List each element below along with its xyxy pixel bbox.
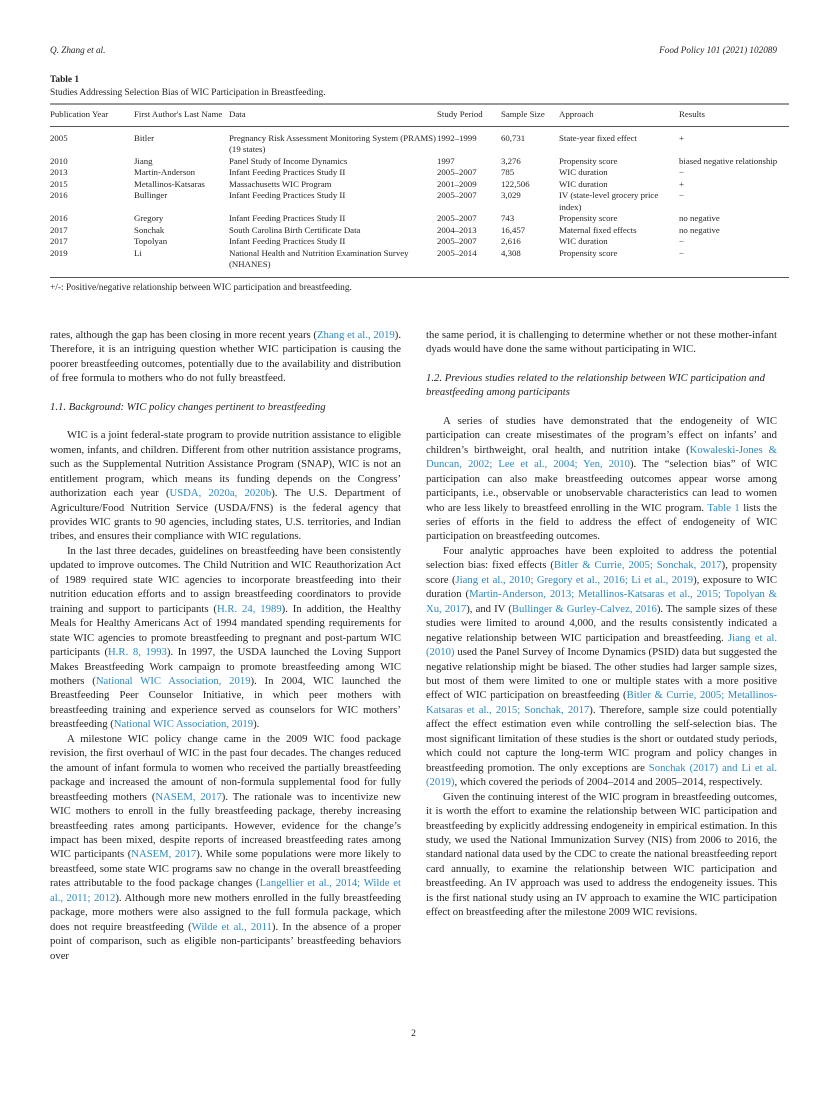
- cell-results: −: [679, 247, 684, 258]
- cell-data: Pregnancy Risk Assessment Monitoring System (PRAMS) (19 states): [229, 132, 436, 154]
- text: ), and IV (: [466, 602, 512, 615]
- cell-data: Infant Feeding Practices Study II: [229, 167, 346, 177]
- text: used the Panel Survey of Income Dynamics (PSID) data but suggested the negative relationship might be biased. The other studies had larger sample sizes, but most of them were limited to one or multiple states with a more positive effect of WIC participation on breastfeeding (: [426, 646, 777, 702]
- cell-data: Massachusetts WIC Program: [229, 178, 332, 189]
- text: WIC is a joint federal-state program to provide nutrition assistance to eligible women, infants, and children. Different from other nutrition assistance programs, such as the Supplemental Nutrition Assistance Program (SNAP), WIC is not an entitlement program, which means its funding depends on the Congress’ authorization each year (: [50, 429, 401, 500]
- cell-data: Infant Feeding Practices Study II: [229, 190, 346, 200]
- cell-sample: 3,276: [501, 155, 521, 166]
- text: A series of studies have demonstrated that the endogeneity of WIC participation can create misestimates of the program’s effect on infants’ and children’s birthweight, oral health, and nutrition intake (: [426, 414, 777, 456]
- header-publication-year: Publication Year: [50, 105, 134, 126]
- cell-approach: State-year fixed effect: [559, 132, 637, 143]
- section-heading-1-2: 1.2. Previous studies related to the relationship between WIC participation and breastfeeding among participants: [426, 371, 765, 399]
- table-footnote: +/-: Positive/negative relationship between WIC participation and breastfeeding.: [50, 282, 352, 293]
- cell-author: Gregory: [134, 213, 164, 223]
- paragraph: [426, 544, 777, 790]
- table-row: [50, 126, 789, 156]
- text: ). In the absence of a proper point of comparison, such as eligible non-participants’ breastfeeding behaviors over: [50, 920, 401, 962]
- cell-approach: Propensity score: [559, 155, 618, 166]
- cell-year: 2013: [50, 167, 68, 177]
- cell-data: Panel Study of Income Dynamics: [229, 155, 348, 166]
- cell-year: 2016: [50, 213, 68, 223]
- header-results: Results: [679, 105, 789, 126]
- cell-data: Infant Feeding Practices Study II: [229, 213, 346, 223]
- citation-link[interactable]: National WIC Association, 2019: [113, 718, 254, 731]
- text: ). The rationale was to incentivize new WIC mothers to enroll in the fully breastfeeding package, thereby increasing breastfeeding rates among participants. However, evidence for the change’s impact has been mixed, despite reports of increased breastfeeding rates among WIC participants (: [50, 790, 401, 861]
- cell-year: 2015: [50, 178, 68, 189]
- text: A milestone WIC policy change came in the 2009 WIC food package revision, the first overhaul of WIC in the past four decades. The changes reduced the amount of infant formula to women who received the partially breastfeeding package and increased the amount of non-formula supplemental food for fully breastfeeding mothers (: [50, 732, 401, 803]
- citation-link[interactable]: Bullinger & Gurley-Calvez, 2016: [511, 602, 657, 615]
- cell-approach: WIC duration: [559, 236, 608, 246]
- cell-author: Bullinger: [134, 190, 168, 200]
- cell-sample: 16,457: [501, 224, 526, 235]
- cell-approach: Maternal fixed effects: [559, 224, 637, 235]
- table-row: [50, 179, 789, 191]
- cell-results: no negative: [679, 213, 720, 223]
- cell-results: +: [679, 178, 684, 189]
- text: lists the series of efforts in the field to address the effect of endogeneity of WIC participation on breastfeeding outcomes.: [426, 501, 777, 543]
- text: ). The “selection bias” of WIC participation can also make breastfeeding outcomes appear worse among participants, i.e., observable or unobservable characteristics can lead to women who are less likely to breastfeed enrolling in the WIC program.: [426, 458, 777, 514]
- citation-link[interactable]: National WIC Association, 2019: [95, 674, 251, 687]
- text: ). Therefore, it is an intriguing question whether WIC participation is causing the poorer breastfeeding outcomes, potentially due to the availability and distribution of free formula to mothers who do not fully breastfeed.: [50, 329, 401, 385]
- citation-link[interactable]: Bitler & Currie, 2005; Metallinos-Katsaras et al., 2015; Sonchak, 2017: [426, 689, 777, 716]
- cell-data: Infant Feeding Practices Study II: [229, 236, 346, 246]
- text: , which covered the periods of 2004–2014 and 2005–2014, respectively.: [454, 776, 763, 789]
- paragraph: [50, 544, 401, 732]
- text: ). The U.S. Department of Agriculture/Food Nutrition Service (USDA/FNS) is the federal agency that provides WIC grants to 90 agencies, including states, U.S. territories, and Indian tribes, and ensures their compliance with WIC regulations.: [50, 487, 402, 543]
- cell-data: South Carolina Birth Certificate Data: [229, 224, 361, 235]
- cell-sample: 785: [501, 167, 515, 177]
- cell-year: 2016: [50, 190, 68, 200]
- text: ). In 1997, the USDA launched the Loving Support Makes Breastfeeding Work campaign to promote breastfeeding among WIC mothers (: [50, 646, 401, 687]
- cell-year: 2005: [50, 132, 68, 143]
- citation-link[interactable]: Langellier et al., 2014; Wilde et al., 2011; 2012: [50, 877, 401, 904]
- cell-approach: IV (state-level grocery price index): [559, 190, 659, 212]
- table-row: [50, 156, 789, 168]
- cell-data: National Health and Nutrition Examination Survey (NHANES): [229, 247, 409, 269]
- table-header-row: [50, 105, 789, 126]
- cell-results: −: [679, 236, 684, 246]
- cell-sample: 4,308: [501, 247, 521, 258]
- citation-link[interactable]: Jiang et al. (2010): [426, 631, 777, 659]
- citation-link[interactable]: NASEM, 2017: [131, 848, 197, 861]
- cell-author: Metallinos-Katsaras: [134, 178, 205, 189]
- cell-results: −: [679, 167, 684, 177]
- text: ), exposure to WIC duration (: [426, 573, 778, 601]
- cell-sample: 743: [501, 213, 515, 223]
- cell-period: 2005–2007: [437, 167, 477, 177]
- cell-year: 2019: [50, 247, 68, 258]
- citation-link[interactable]: Kowaleski-Jones & Duncan, 2002; Lee et al., 2004; Yen, 2010: [426, 443, 777, 471]
- table-row: [50, 190, 789, 213]
- header-sample-size: Sample Size: [501, 105, 559, 126]
- text: ). Therefore, sample size could potentially affect the effect estimation even while controlling the self-selection bias. The most significant limitation of these studies is the short or outdated study periods, which could not capture the long-term WIC program and policy changes in breastfeeding promotion. The only exceptions are: [426, 703, 777, 774]
- citation-link[interactable]: Wilde et al., 2011: [191, 920, 272, 933]
- table-caption: Studies Addressing Selection Bias of WIC Participation in Breastfeeding.: [50, 88, 326, 98]
- cell-author: Li: [134, 247, 142, 258]
- cell-sample: 60,731: [501, 132, 526, 143]
- citation-link[interactable]: H.R. 8, 1993: [108, 646, 167, 659]
- cell-period: 2005–2014: [437, 247, 477, 258]
- table-row: [50, 213, 789, 225]
- table-bottom-rule: [50, 277, 789, 278]
- paragraph: [50, 328, 401, 386]
- citation-link[interactable]: Bitler & Currie, 2005; Sonchak, 2017: [553, 559, 722, 572]
- paragraph: [50, 428, 401, 544]
- cell-period: 2005–2007: [437, 213, 477, 223]
- paragraph: [50, 732, 401, 963]
- table-1-link[interactable]: Table 1: [707, 501, 740, 514]
- cell-results: −: [679, 190, 684, 200]
- table-label: Table 1: [50, 75, 80, 85]
- cell-period: 2005–2007: [437, 190, 477, 200]
- paragraph: [426, 414, 777, 544]
- header-data: Data: [229, 105, 437, 126]
- cell-period: 1992–1999: [437, 132, 477, 143]
- text: ). In 2004, WIC launched the Breastfeeding Peer Counselor Initiative, in which peer mothers with breastfeeding training and experience served as counselors for WIC mothers’ breastfeeding (: [50, 674, 401, 731]
- cell-period: 2004–2013: [437, 224, 477, 235]
- text: ).: [253, 718, 260, 731]
- cell-sample: 122,506: [501, 178, 530, 189]
- cell-period: 2005–2007: [437, 236, 477, 246]
- citation-link[interactable]: Sonchak (2017) and Li et al. (2019): [426, 761, 777, 789]
- cell-author: Jiang: [134, 155, 153, 166]
- text: ). While some populations were more likely to breastfeed, some state WIC programs saw no change in the overall breastfeeding rates attributable to the food package changes (: [50, 848, 401, 890]
- citation-link[interactable]: NASEM, 2017: [155, 790, 222, 803]
- paragraph: the same period, it is challenging to determine whether or not these mother-infant dyads would have done the same without participating in WIC.: [426, 329, 777, 356]
- text: rates, although the gap has been closing in more recent years (: [50, 329, 317, 341]
- table-row: [50, 248, 789, 277]
- table-row: [50, 236, 789, 248]
- left-column: [50, 328, 401, 963]
- citation-link[interactable]: Martin-Anderson, 2013; Metallinos-Katsaras et al., 2015; Topolyan & Xu, 2017: [426, 588, 777, 615]
- cell-results: biased negative relationship: [679, 155, 778, 166]
- text: In the last three decades, guidelines on breastfeeding have been consistently updated to improve outcomes. The Child Nutrition and WIC Reauthorization Act of 1989 required state WIC agencies to incorporate breastfeeding into their nutrition education efforts and to assign breastfeeding coordinators to provide training and support to participants (: [50, 544, 401, 615]
- text: ). Although more new mothers enrolled in the fully breastfeeding package, more mothers were also assigned to the full formula package, which does not require breastfeeding (: [50, 891, 401, 933]
- cell-year: 2017: [50, 236, 68, 246]
- table-row: [50, 225, 789, 237]
- cell-approach: Propensity score: [559, 247, 618, 258]
- header-approach: Approach: [559, 105, 679, 126]
- text: ). In addition, the Healthy Meals for Healthy Americans Act of 1994 mandated spending requirements for state WIC agencies to promote breastfeeding to pregnant and post-partum WIC participants (: [50, 602, 401, 659]
- header-first-author: First Author's Last Name: [134, 105, 229, 126]
- header-study-period: Study Period: [437, 105, 501, 126]
- citation-link[interactable]: H.R. 24, 1989: [216, 602, 282, 615]
- section-heading-1-1: 1.1. Background: WIC policy changes pertinent to breastfeeding: [50, 400, 326, 413]
- cell-author: Sonchak: [134, 224, 165, 235]
- cell-period: 2001–2009: [437, 178, 477, 189]
- cell-author: Martin-Anderson: [134, 167, 196, 177]
- right-column: [426, 328, 777, 920]
- running-head: [50, 45, 777, 59]
- running-head-journal: Food Policy 101 (2021) 102089: [659, 45, 777, 55]
- cell-sample: 2,616: [501, 236, 521, 246]
- text: Four analytic approaches have been exploited to address the potential selection bias: fixed effects (: [426, 544, 777, 572]
- table-row: [50, 167, 789, 179]
- cell-approach: WIC duration: [559, 178, 608, 189]
- paragraph: Given the continuing interest of the WIC program in breastfeeding outcomes, it is worth the effort to examine the relationship between WIC participation and breastfeeding by explicitly addressing endogeneity in empirical estimation. In this study, we used the National Immunization Survey (NIS) from 2006 to 2016, the standard national data used by the CDC to create the national breastfeeding report card annually, to examine the relationship between WIC participation and breastfeeding. An IV approach was used to address the endogeneity issues. This is the first national study using an IV approach to examine the WIC participation effect on breastfeeding after the milestone 2009 WIC revisions.: [426, 790, 777, 919]
- running-head-authors: Q. Zhang et al.: [50, 45, 106, 55]
- text: ), propensity score (: [426, 559, 777, 586]
- cell-approach: WIC duration: [559, 167, 608, 177]
- cell-year: 2010: [50, 155, 68, 166]
- text: ). The sample sizes of these studies were limited to around 4,000, and the results consistently indicated a negative relationship between WIC participation and breastfeeding.: [426, 602, 778, 644]
- studies-table: [50, 105, 789, 277]
- cell-author: Bitler: [134, 132, 155, 143]
- cell-results: no negative: [679, 224, 720, 235]
- cell-approach: Propensity score: [559, 213, 618, 223]
- cell-year: 2017: [50, 224, 68, 235]
- cell-sample: 3,029: [501, 190, 521, 200]
- page-number: 2: [411, 1028, 416, 1039]
- table-1: [50, 74, 789, 294]
- cell-results: +: [679, 132, 684, 143]
- cell-period: 1997: [437, 155, 455, 166]
- cell-author: Topolyan: [134, 236, 168, 246]
- citation-link[interactable]: Zhang et al., 2019: [317, 329, 395, 341]
- citation-link[interactable]: USDA, 2020a, 2020b: [169, 487, 272, 500]
- citation-link[interactable]: Jiang et al., 2010; Gregory et al., 2016; Li et al., 2019: [455, 573, 694, 586]
